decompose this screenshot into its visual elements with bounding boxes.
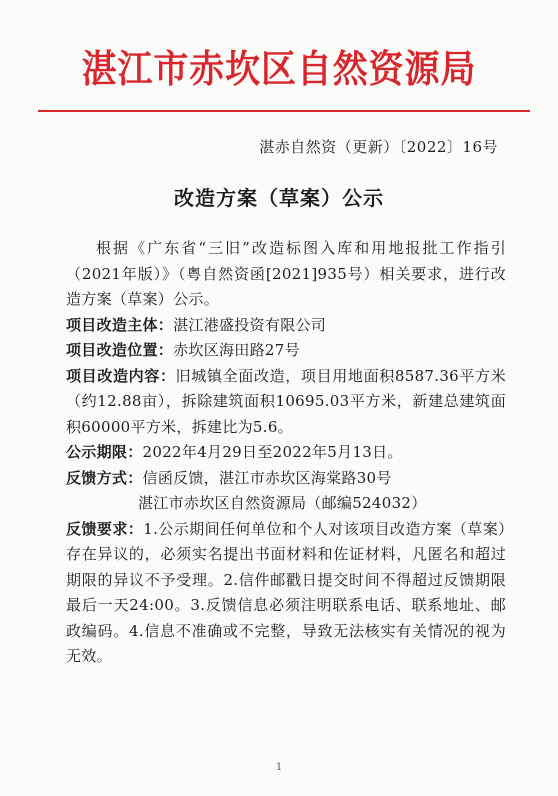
document-title: 改造方案（草案）公示 — [174, 186, 384, 210]
agency-header: 湛江市赤坎区自然资源局 — [81, 46, 477, 91]
requirements-value: 1.公示期间任何单位和个人对该项目改造方案（草案）存在异议的，必须实名提出书面材料和佐证材料，凡匿名和超过期限的异议不予受理。2.信件邮戳日提交时间不得超过反馈期限最后一天24:00。3.反馈信息必须注明联系电话、联系地址、邮政编码。4.信息不准确或不完整，导致无法核实有关情况的视为无效。 — [66, 519, 506, 665]
subject-row — [66, 313, 506, 339]
red-divider-line — [38, 110, 530, 112]
location-value: 赤坎区海田路27号 — [173, 341, 300, 359]
content-row — [66, 364, 506, 441]
feedback-address: 湛江市赤坎区自然资源局（邮编524032） — [138, 494, 427, 512]
requirements-row — [66, 517, 506, 670]
period-label: 公示期限： — [66, 443, 143, 461]
period-value: 2022年4月29日至2022年5月13日。 — [142, 443, 403, 461]
feedback-label: 反馈方式： — [66, 468, 143, 487]
subject-label: 项目改造主体： — [66, 315, 174, 334]
intro-paragraph: 根据《广东省“三旧”改造标图入库和用地报批工作指引（2021年版）》（粤自然资函[2021]935号）相关要求，进行改造方案（草案）公示。 — [66, 239, 506, 308]
requirements-label: 反馈要求： — [66, 519, 144, 538]
content-label: 项目改造内容： — [66, 366, 176, 385]
document-body — [66, 236, 506, 670]
page-number: 1 — [275, 762, 283, 773]
feedback-address-row — [66, 491, 506, 517]
document-number: 湛赤自然资（更新）〔2022〕16号 — [259, 138, 498, 156]
content-value: 旧城镇全面改造，项目用地面积8587.36平方米（约12.88亩），拆除建筑面积10695.03平方米，新建总建筑面积60000平方米，拆建比为5.6。 — [66, 366, 507, 436]
subject-value: 湛江港盛投资有限公司 — [173, 315, 327, 334]
feedback-row — [66, 466, 506, 492]
location-label: 项目改造位置： — [66, 341, 174, 359]
feedback-value: 信函反馈，湛江市赤坎区海棠路30号 — [142, 468, 392, 487]
period-row — [66, 440, 506, 466]
location-row — [66, 338, 506, 364]
